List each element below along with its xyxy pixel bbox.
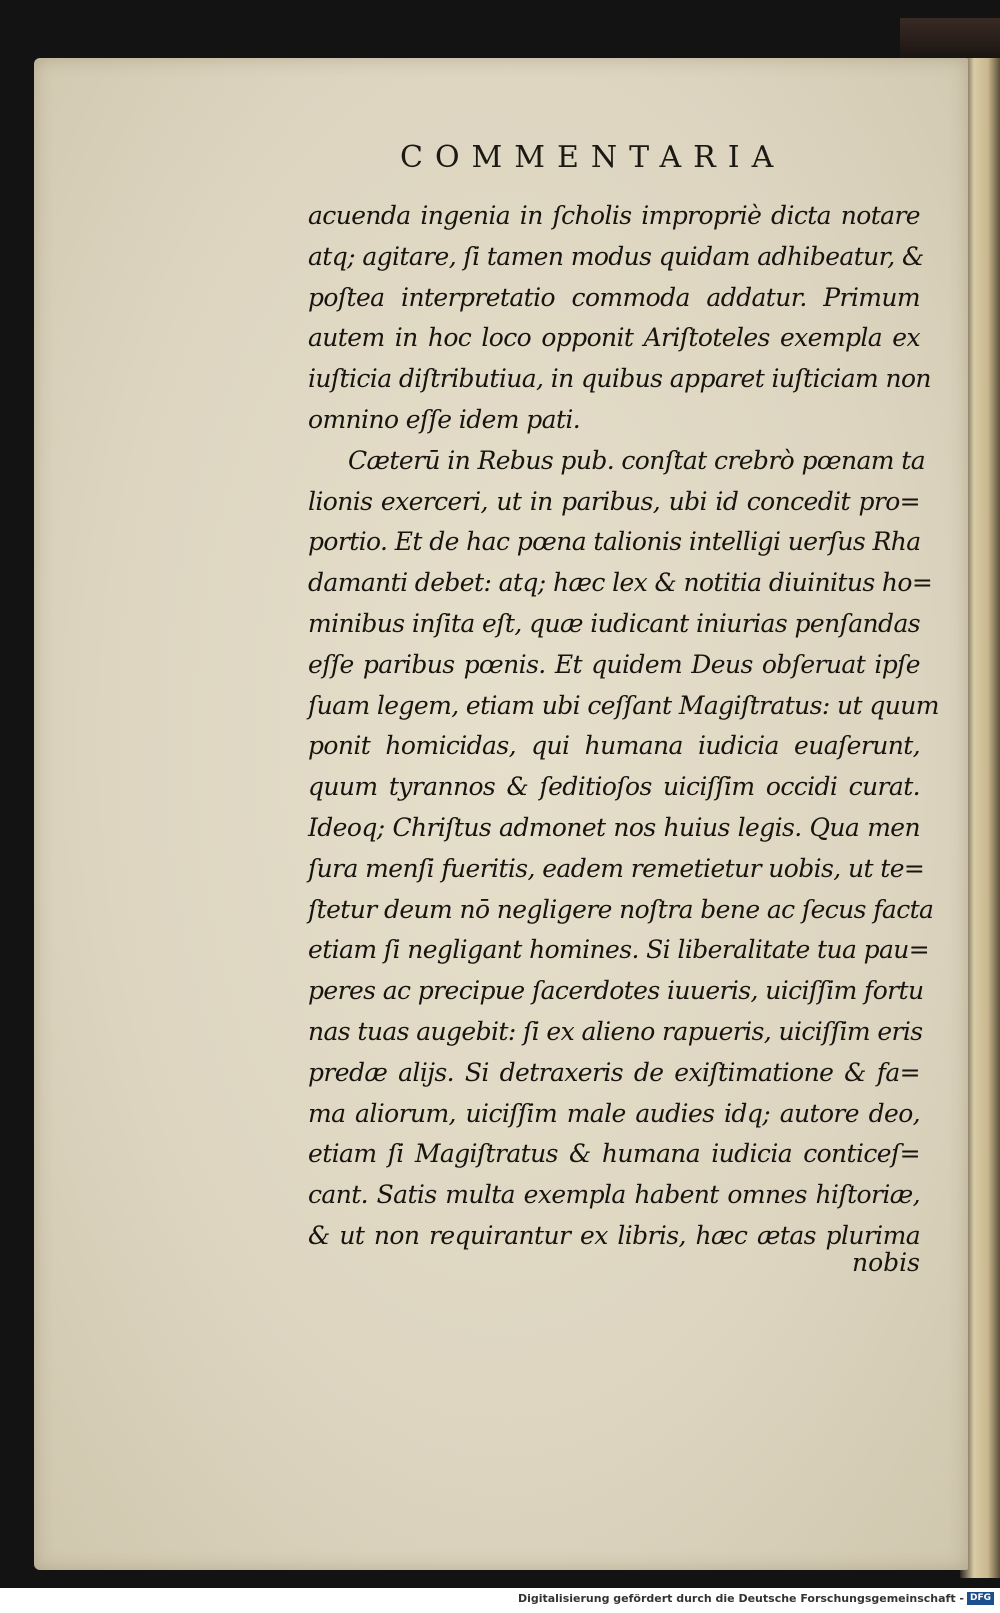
text-line: etiam ſi Magiſtratus & humana iudicia conticeſ= bbox=[308, 1139, 920, 1169]
text-line: iuſticia diſtributiua, in quibus apparet iuſticiam non bbox=[308, 364, 931, 394]
text-line: etiam ſi negligant homines. Si liberalitate tua pau= bbox=[308, 935, 930, 965]
text-line: acuenda ingenia in ſcholis impropriè dicta notare bbox=[308, 201, 920, 230]
text-line: atq; agitare, ſi tamen modus quidam adhibeatur, & bbox=[308, 241, 924, 271]
text-line: minibus inſita eſt, quæ iudicant iniurias penſandas bbox=[308, 608, 920, 638]
text-line: lionis exerceri, ut in paribus, ubi id concedit pro= bbox=[308, 486, 920, 516]
text-line: ponit homicidas, qui humana iudicia euaſerunt, bbox=[308, 731, 920, 761]
funding-credit: Digitalisierung gefördert durch die Deutsche Forschungsgemeinschaft - bbox=[517, 1592, 964, 1605]
text-line: Cæterū in Rebus pub. conſtat crebrò pœnam ta bbox=[348, 445, 925, 475]
text-line: nas tuas augebit: ſi ex alieno rapueris, uiciſſim eris bbox=[308, 1016, 923, 1046]
text-line: ſuam legem, etiam ubi ceſſant Magiſtratus: ut quum bbox=[308, 690, 939, 720]
text-line: predæ alijs. Si detraxeris de exiſtimatione & fa= bbox=[308, 1057, 920, 1087]
text-line: eſſe paribus pœnis. Et quidem Deus obſeruat ipſe bbox=[308, 649, 920, 679]
text-line: Ideoq; Chriſtus admonet nos huius legis. Qua men bbox=[308, 812, 920, 842]
catchword: nobis bbox=[852, 1248, 920, 1277]
text-line: portio. Et de hac pœna talionis intelligi uerſus Rha bbox=[308, 527, 921, 557]
text-line: omnino eſſe idem pati. bbox=[308, 404, 581, 434]
text-line: quum tyrannos & ſeditioſos uiciſſim occidi curat. bbox=[308, 772, 920, 802]
text-line: & ut non requirantur ex libris, hæc ætas plurima bbox=[308, 1220, 920, 1250]
text-line: ſtetur deum nō negligere noſtra bene ac ſecus facta bbox=[308, 894, 934, 924]
text-line: peres ac precipue ſacerdotes iuueris, uiciſſim fortu bbox=[308, 976, 924, 1006]
text-line: damanti debet: atq; hæc lex & notitia diuinitus ho= bbox=[308, 568, 933, 598]
text-line: ma aliorum, uiciſſim male audies idq; autore deo, bbox=[308, 1098, 920, 1128]
book-cover-corner bbox=[900, 18, 1000, 58]
text-line: poſtea interpretatio commoda addatur. Primum bbox=[308, 282, 920, 312]
text-line: cant. Satis multa exempla habent omnes hiſtoriæ, bbox=[308, 1180, 920, 1210]
running-head: COMMENTARIA bbox=[400, 140, 786, 175]
dfg-logo-icon: DFG bbox=[967, 1592, 994, 1605]
text-line: ſura menſi fueritis, eadem remetietur uobis, ut te= bbox=[308, 853, 925, 883]
text-line: autem in hoc loco opponit Ariſtoteles exempla ex bbox=[308, 323, 920, 353]
text-block bbox=[308, 196, 939, 1257]
